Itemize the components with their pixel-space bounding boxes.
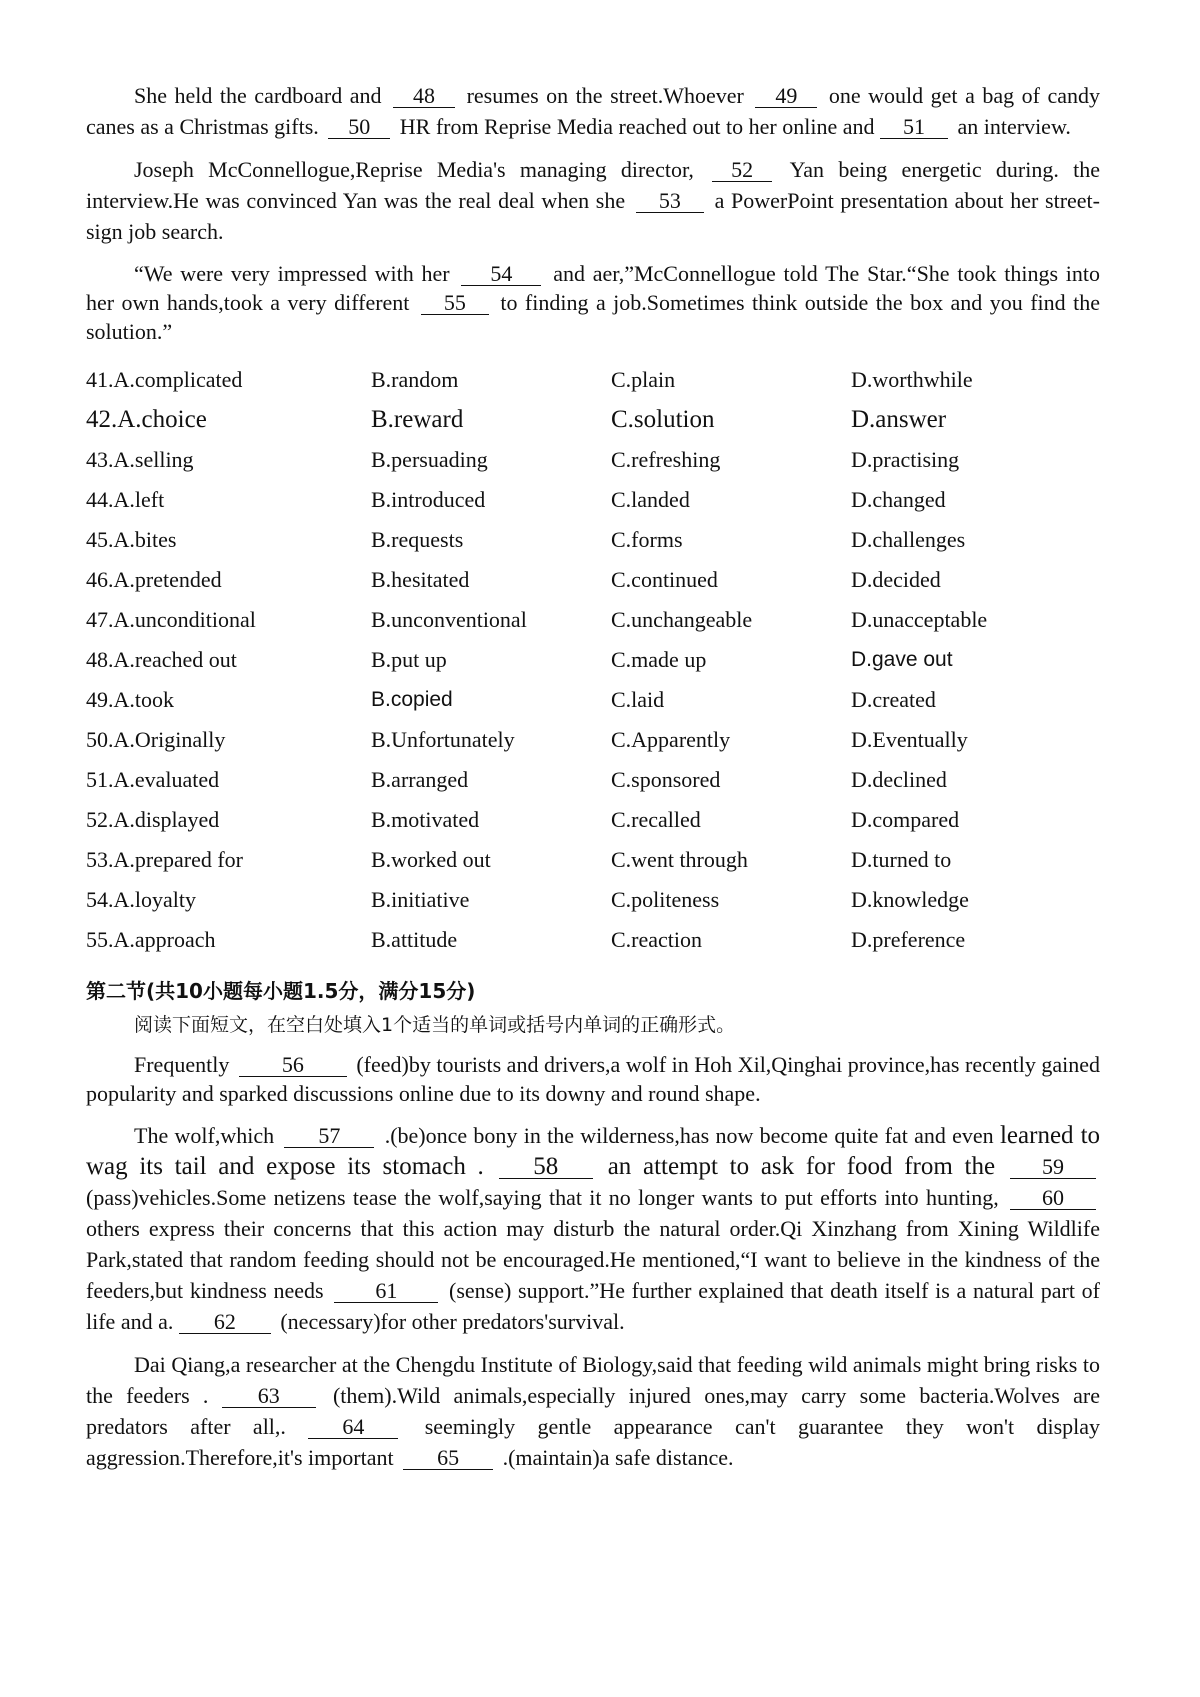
option-c: C.solution xyxy=(611,406,715,433)
text: .(maintain)a safe distance. xyxy=(502,1445,734,1470)
option-d: D.answer xyxy=(851,406,947,433)
text: “We were very impressed with her xyxy=(134,261,450,286)
options-row-52 xyxy=(86,800,1100,840)
text: Frequently xyxy=(134,1052,230,1077)
options-row-51 xyxy=(86,760,1100,800)
option-a: 45.A.bites xyxy=(86,527,177,552)
blank-50: 50 xyxy=(328,116,390,139)
option-b: B.random xyxy=(371,367,459,392)
text: (feed)by tourists and drivers,a wolf in Hoh Xil,Qinghai province,has recently gained popularity and sparked discussions online due to its downy and round shape. xyxy=(86,1052,1100,1106)
option-a: 46.A.pretended xyxy=(86,567,222,592)
option-b: B.attitude xyxy=(371,927,458,952)
text: a PowerPoint presentation about her street-sign job search. xyxy=(86,188,1100,244)
text: Dai Qiang,a researcher at the Chengdu Institute of Biology,said that feeding wild animals might bring risks to the feeders . xyxy=(86,1352,1100,1408)
blank-58: 58 xyxy=(499,1156,593,1179)
passage2-paragraph-2 xyxy=(86,1120,1100,1337)
option-d: D.preference xyxy=(851,927,966,952)
option-c: C.unchangeable xyxy=(611,607,753,632)
blank-65: 65 xyxy=(403,1447,493,1470)
options-row-54 xyxy=(86,880,1100,920)
option-a: 47.A.unconditional xyxy=(86,607,256,632)
option-d: D.changed xyxy=(851,487,946,512)
option-d: D.Eventually xyxy=(851,727,968,752)
option-c: C.continued xyxy=(611,567,718,592)
text: .(be)once bony in the wilderness,has now become quite fat and even xyxy=(384,1123,994,1148)
option-a: 43.A.selling xyxy=(86,447,194,472)
option-c: C.Apparently xyxy=(611,727,731,752)
text: others express their concerns that this action may disturb the natural order.Qi Xinzhang from Xining Wildlife Park,stated that random feeding should not be encouraged.He mentioned,“I want to believe in the kindness of the feeders,but kindness needs xyxy=(86,1216,1100,1303)
option-b: B.copied xyxy=(371,688,453,711)
blank-54: 54 xyxy=(461,263,541,286)
options-row-48 xyxy=(86,640,1100,680)
option-c: C.politeness xyxy=(611,887,720,912)
blank-55: 55 xyxy=(421,292,489,315)
text: (necessary)for other predators'survival. xyxy=(280,1309,625,1334)
option-d: D.declined xyxy=(851,767,947,792)
option-c: C.recalled xyxy=(611,807,701,832)
option-a: 54.A.loyalty xyxy=(86,887,196,912)
option-a: 48.A.reached out xyxy=(86,647,237,672)
blank-56: 56 xyxy=(239,1054,347,1077)
text: and aer,”McConnellogue told The Star.“She took things into her own hands,took a very different xyxy=(86,261,1101,315)
blank-59: 59 xyxy=(1010,1156,1096,1179)
option-b: B.hesitated xyxy=(371,567,470,592)
passage2-paragraph-3 xyxy=(86,1349,1100,1473)
option-c: C.sponsored xyxy=(611,767,721,792)
text: Joseph McConnellogue,Reprise Media's managing director, xyxy=(134,157,694,182)
option-a: 53.A.prepared for xyxy=(86,847,243,872)
option-a: 51.A.evaluated xyxy=(86,767,220,792)
option-a: 50.A.Originally xyxy=(86,727,226,752)
options-row-46 xyxy=(86,560,1100,600)
text: resumes on the street.Whoever xyxy=(466,83,744,108)
option-b: B.worked out xyxy=(371,847,491,872)
text: HR from Reprise Media reached out to her online and xyxy=(399,114,875,139)
option-a: 44.A.left xyxy=(86,487,165,512)
text: She held the cardboard and xyxy=(134,83,382,108)
option-c: C.made up xyxy=(611,647,707,672)
text: an interview. xyxy=(957,114,1071,139)
options-row-41 xyxy=(86,360,1100,400)
option-b: B.requests xyxy=(371,527,464,552)
option-a: 41.A.complicated xyxy=(86,367,243,392)
option-c: C.refreshing xyxy=(611,447,721,472)
blank-61: 61 xyxy=(334,1280,438,1303)
passage2-paragraph-1 xyxy=(86,1050,1100,1108)
options-row-55 xyxy=(86,920,1100,960)
option-d: D.practising xyxy=(851,447,960,472)
blank-49: 49 xyxy=(755,85,817,108)
options-row-44 xyxy=(86,480,1100,520)
option-c: C.forms xyxy=(611,527,683,552)
option-b: B.Unfortunately xyxy=(371,727,515,752)
passage1-paragraph-2 xyxy=(86,154,1100,247)
option-d: D.compared xyxy=(851,807,960,832)
option-d: D.created xyxy=(851,687,936,712)
option-d: D.gave out xyxy=(851,648,953,671)
blank-57: 57 xyxy=(284,1125,374,1148)
text: to finding a job.Sometimes think outside the box and you find the solution.” xyxy=(86,290,1100,344)
option-b: B.unconventional xyxy=(371,607,527,632)
option-c: C.laid xyxy=(611,687,665,712)
blank-60: 60 xyxy=(1010,1187,1096,1210)
option-c: C.landed xyxy=(611,487,690,512)
text: (sense) support.”He further explained that death itself is a natural part of life and a. xyxy=(86,1278,1101,1334)
option-b: B.motivated xyxy=(371,807,480,832)
options-row-50 xyxy=(86,720,1100,760)
options-row-45 xyxy=(86,520,1100,560)
option-a: 52.A.displayed xyxy=(86,807,220,832)
text: learned to wag its tail and expose its stomach . xyxy=(86,1122,1101,1180)
option-a: 49.A.took xyxy=(86,687,174,712)
option-c: C.plain xyxy=(611,367,676,392)
section-title: 第二节(共10小题每小题1.5分，满分15分) xyxy=(86,979,476,1003)
options-row-49 xyxy=(86,680,1100,720)
section-instruction: 阅读下面短文，在空白处填入1个适当的单词或括号内单词的正确形式。 xyxy=(134,1014,736,1036)
option-d: D.knowledge xyxy=(851,887,969,912)
options-row-42 xyxy=(86,400,1100,440)
option-a: 42.A.choice xyxy=(86,406,207,433)
option-c: C.went through xyxy=(611,847,748,872)
option-c: C.reaction xyxy=(611,927,703,952)
text: Yan being energetic during. the interview.He was convinced Yan was the real deal when she xyxy=(86,157,1101,213)
option-b: B.reward xyxy=(371,406,464,433)
text: seemingly gentle appearance can't guarantee they won't display aggression.Therefore,it's important xyxy=(86,1414,1101,1470)
passage1-paragraph-3 xyxy=(86,259,1100,346)
option-d: D.decided xyxy=(851,567,941,592)
text: one would get a bag of candy canes as a Christmas gifts. xyxy=(86,83,1100,139)
option-b: B.put up xyxy=(371,647,447,672)
options-row-43 xyxy=(86,440,1100,480)
option-d: D.turned to xyxy=(851,847,952,872)
option-d: D.unacceptable xyxy=(851,607,988,632)
passage1-paragraph-1 xyxy=(86,80,1100,142)
text: (pass)vehicles.Some netizens tease the wolf,saying that it no longer wants to put efforts into hunting, xyxy=(86,1185,999,1210)
option-d: D.challenges xyxy=(851,527,966,552)
blank-52: 52 xyxy=(712,159,772,182)
option-b: B.initiative xyxy=(371,887,470,912)
answer-options xyxy=(86,360,1100,960)
options-row-47 xyxy=(86,600,1100,640)
blank-53: 53 xyxy=(636,190,704,213)
option-d: D.worthwhile xyxy=(851,367,973,392)
text: The wolf,which xyxy=(134,1123,275,1148)
blank-62: 62 xyxy=(179,1311,271,1334)
option-b: B.introduced xyxy=(371,487,486,512)
text: (them).Wild animals,especially injured ones,may carry some bacteria.Wolves are predators after all,. xyxy=(86,1383,1100,1439)
option-a: 55.A.approach xyxy=(86,927,216,952)
options-row-53 xyxy=(86,840,1100,880)
text: an attempt to ask for food from the xyxy=(607,1153,996,1180)
blank-48: 48 xyxy=(393,85,455,108)
blank-64: 64 xyxy=(308,1416,398,1439)
option-b: B.arranged xyxy=(371,767,469,792)
blank-63: 63 xyxy=(222,1385,316,1408)
option-b: B.persuading xyxy=(371,447,488,472)
blank-51: 51 xyxy=(880,116,948,139)
